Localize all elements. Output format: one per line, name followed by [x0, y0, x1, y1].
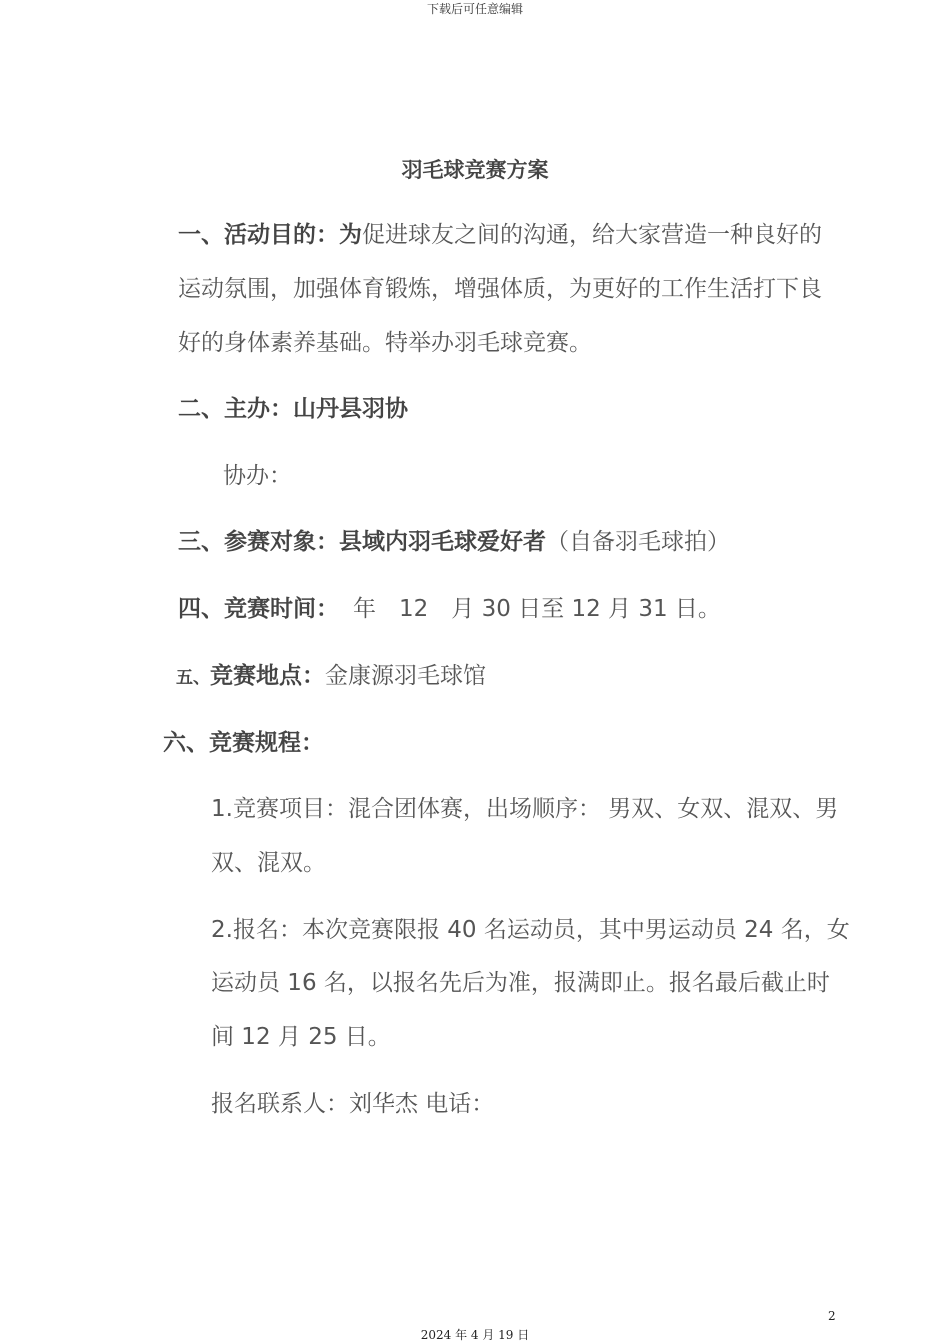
- section-1-line-3: 好的身体素养基础。特举办羽毛球竞赛。: [178, 330, 592, 356]
- section-1-heading: 一、活动目的：为: [178, 222, 362, 248]
- section-3-line: [178, 527, 730, 557]
- section-6-heading: 六、竞赛规程：: [163, 730, 324, 756]
- section-4-line: [178, 594, 721, 624]
- section-4-heading: 四、竞赛时间：: [178, 596, 339, 622]
- header-note: 下载后可任意编辑: [426, 2, 523, 16]
- contact-line: 报名联系人：刘华杰 电话：: [211, 1091, 495, 1117]
- footer-date: 2024 年 4 月 19 日: [420, 1328, 530, 1342]
- section-1-line-1: [178, 220, 822, 250]
- rule-1-line-2: 双、混双。: [211, 850, 326, 876]
- section-5-heading: 竞赛地点：: [210, 663, 325, 689]
- rule-2-line-1: 2.报名：本次竞赛限报 40 名运动员，其中男运动员 24 名，女: [211, 917, 850, 943]
- section-3-note: （自备羽毛球拍）: [546, 529, 730, 555]
- section-5-line: [176, 661, 486, 693]
- section-5-number: 五、: [176, 668, 210, 688]
- rule-2-line-2: 运动员 16 名，以报名先后为准，报满即止。报名最后截止时: [211, 970, 830, 996]
- section-3-heading: 三、参赛对象：县域内羽毛球爱好者: [178, 529, 546, 555]
- section-1-text: 促进球友之间的沟通，给大家营造一种良好的: [362, 222, 822, 248]
- rule-1-line-1: 1.竞赛项目：混合团体赛，出场顺序： 男双、女双、混双、男: [211, 796, 839, 822]
- document-title: 羽毛球竞赛方案: [401, 158, 549, 182]
- section-5-value: 金康源羽毛球馆: [325, 663, 486, 689]
- section-1-line-2: 运动氛围，加强体育锻炼，增强体质，为更好的工作生活打下良: [178, 276, 822, 302]
- section-2-heading: 二、主办：山丹县羽协: [178, 396, 408, 422]
- section-2-co-organizer: 协办：: [223, 463, 292, 489]
- rule-2-line-3: 间 12 月 25 日。: [211, 1024, 391, 1050]
- section-4-value: 年 12 月 30 日至 12 月 31 日。: [353, 596, 721, 622]
- page-number: 2: [828, 1309, 836, 1323]
